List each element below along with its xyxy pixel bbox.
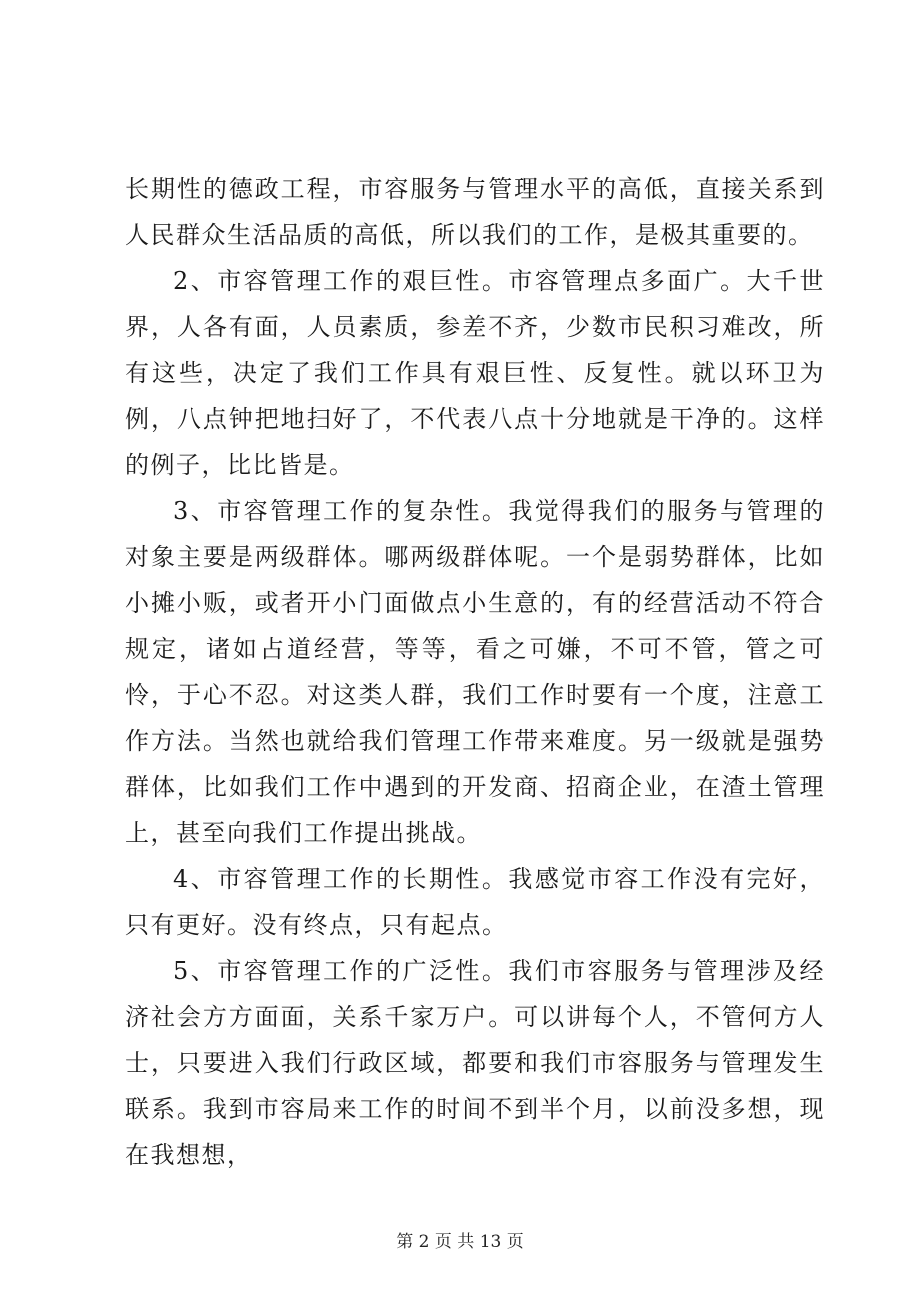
document-body <box>125 166 825 1178</box>
paragraph-continuation: 长期性的德政工程，市容服务与管理水平的高低，直接关系到人民群众生活品质的高低，所以我们的工作，是极其重要的。 <box>125 175 825 249</box>
page-footer <box>0 1227 920 1252</box>
paragraph-item-5: 5、市容管理工作的广泛性。我们市容服务与管理涉及经济社会方方面面，关系千家万户。可以讲每个人，不管何方人士，只要进入我们行政区域，都要和我们市容服务与管理发生联系。我到市容局来工作的时间不到半个月，以前没多想，现在我想想， <box>125 957 825 1169</box>
paragraph-item-2: 2、市容管理工作的艰巨性。市容管理点多面广。大千世界，人各有面，人员素质，参差不齐，少数市民积习难改，所有这些，决定了我们工作具有艰巨性、反复性。就以环卫为例，八点钟把地扫好了，不代表八点十分地就是干净的。这样的例子，比比皆是。 <box>125 267 825 479</box>
paragraph-item-4: 4、市容管理工作的长期性。我感觉市容工作没有完好，只有更好。没有终点，只有起点。 <box>125 865 825 939</box>
paragraph-item-3: 3、市容管理工作的复杂性。我觉得我们的服务与管理的对象主要是两级群体。哪两级群体呢。一个是弱势群体，比如小摊小贩，或者开小门面做点小生意的，有的经营活动不符合规定，诸如占道经营，等等，看之可嫌，不可不管，管之可怜，于心不忍。对这类人群，我们工作时要有一个度，注意工作方法。当然也就给我们管理工作带来难度。另一级就是强势群体，比如我们工作中遇到的开发商、招商企业，在渣土管理上，甚至向我们工作提出挑战。 <box>125 497 825 847</box>
page-number-label: 第 2 页 共 13 页 <box>396 1232 524 1252</box>
